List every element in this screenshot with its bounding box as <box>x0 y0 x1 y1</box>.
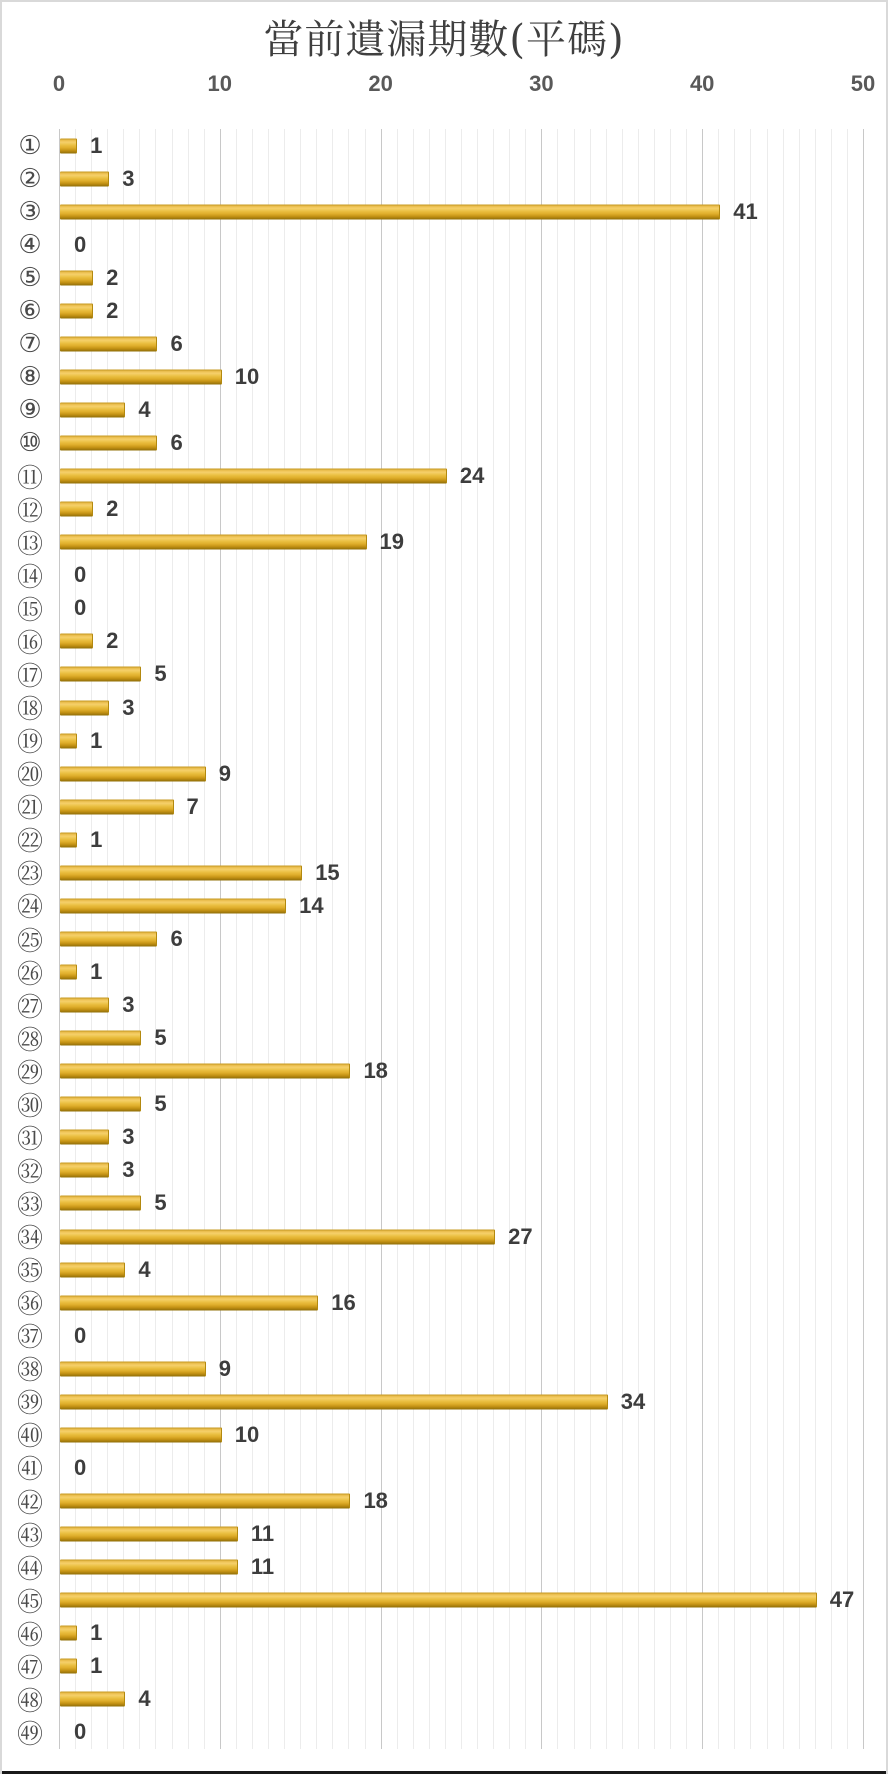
category-label: ⑧ <box>18 361 42 392</box>
chart-row <box>16 856 863 891</box>
chart-row <box>18 427 863 460</box>
value-label: 27 <box>508 1223 533 1249</box>
category-label: ⑳ <box>16 761 43 792</box>
chart-row <box>16 922 863 957</box>
bar <box>60 1163 109 1178</box>
category-label: ㉛ <box>16 1124 43 1155</box>
category-label: ㊻ <box>16 1620 43 1651</box>
bar <box>60 733 77 748</box>
category-label: ⑭ <box>16 562 43 593</box>
bar <box>60 667 141 682</box>
chart-row <box>16 724 863 759</box>
category-label: ㉟ <box>16 1257 43 1288</box>
value-label: 3 <box>122 992 135 1018</box>
value-label: 0 <box>74 231 87 257</box>
category-label: ⑮ <box>16 595 43 626</box>
category-label: ㉞ <box>16 1224 43 1255</box>
chart-row <box>16 823 863 858</box>
bar <box>60 1593 817 1608</box>
bar <box>60 898 286 913</box>
value-label: 10 <box>234 1421 260 1447</box>
value-label: 9 <box>218 1355 231 1381</box>
x-tick-label: 40 <box>689 71 715 96</box>
chart-row <box>18 162 863 195</box>
bar <box>60 1097 141 1112</box>
value-label: 47 <box>829 1587 855 1613</box>
category-label: ⑱ <box>16 695 43 726</box>
bar <box>60 535 367 550</box>
chart-row <box>16 1385 863 1420</box>
bar <box>60 303 93 318</box>
chart-row <box>16 956 863 990</box>
category-label: ㊴ <box>16 1389 43 1420</box>
value-label: 14 <box>299 892 324 918</box>
category-label: ⑲ <box>16 728 43 759</box>
chart-row <box>16 1485 863 1519</box>
bar <box>60 1361 206 1376</box>
value-label: 2 <box>106 628 119 654</box>
x-axis <box>52 68 876 100</box>
category-label: ㊾ <box>16 1719 43 1750</box>
chart-row <box>16 592 863 626</box>
value-label: 3 <box>122 694 135 720</box>
bar <box>60 766 206 781</box>
bar <box>60 931 157 946</box>
category-label: ㊶ <box>16 1455 43 1486</box>
chart-row <box>16 1518 863 1552</box>
category-label: ㊽ <box>16 1686 43 1717</box>
category-label: ⑫ <box>16 496 43 527</box>
value-label: 1 <box>90 132 103 158</box>
value-label: 4 <box>138 1686 151 1712</box>
category-label: ⑨ <box>18 395 42 425</box>
chart-row <box>16 493 863 527</box>
chart-row <box>16 889 863 924</box>
category-label: ㊸ <box>16 1521 43 1552</box>
bar <box>60 171 109 186</box>
value-label: 11 <box>250 1554 275 1580</box>
category-label: ㊼ <box>16 1653 43 1684</box>
chart-row <box>18 195 863 228</box>
x-tick-label: 30 <box>529 71 554 96</box>
bar <box>60 1692 125 1707</box>
value-label: 6 <box>170 430 183 456</box>
category-label: ① <box>18 130 42 161</box>
bar <box>60 1427 222 1442</box>
chart-row <box>16 1154 863 1188</box>
x-tick-label: 10 <box>207 71 233 96</box>
bar <box>60 1130 109 1145</box>
value-label: 3 <box>122 1157 135 1183</box>
bar <box>60 436 157 451</box>
category-label: ㉗ <box>16 992 43 1023</box>
bar <box>60 634 93 649</box>
chart-row <box>16 1716 863 1750</box>
bar <box>60 865 302 880</box>
category-label: ㉜ <box>16 1157 43 1188</box>
category-label: ㊷ <box>16 1488 43 1519</box>
value-label: 7 <box>186 793 199 819</box>
bar <box>60 403 125 418</box>
bar <box>60 1064 350 1079</box>
category-label: ② <box>18 163 42 194</box>
value-label: 2 <box>106 297 119 323</box>
bar <box>60 1527 238 1542</box>
value-label: 6 <box>170 330 183 356</box>
bar <box>60 469 447 484</box>
category-label: ㊹ <box>16 1554 43 1585</box>
bar <box>60 336 157 351</box>
chart-row <box>16 1319 863 1354</box>
value-label: 41 <box>733 198 758 224</box>
value-label: 2 <box>106 264 119 290</box>
chart-row <box>18 129 863 162</box>
category-label: ⑦ <box>18 328 42 359</box>
category-label: ㉚ <box>16 1091 43 1122</box>
bar <box>60 1229 495 1244</box>
value-label: 18 <box>363 1058 388 1084</box>
chart-row <box>18 327 863 360</box>
value-label: 4 <box>138 1256 151 1282</box>
value-label: 0 <box>74 595 87 621</box>
value-label: 3 <box>122 165 135 191</box>
chart-row <box>18 261 863 294</box>
chart-row <box>16 1220 863 1255</box>
category-label: ㉕ <box>16 926 43 957</box>
value-label: 0 <box>74 1454 87 1480</box>
bar <box>60 799 174 814</box>
chart-row <box>18 228 863 261</box>
category-label: ㉔ <box>16 893 43 924</box>
category-label: ⑩ <box>18 428 42 459</box>
bar <box>60 832 77 847</box>
category-label: ③ <box>18 196 42 227</box>
value-label: 16 <box>331 1289 356 1315</box>
bar <box>60 1262 125 1277</box>
bar <box>60 700 109 715</box>
bar <box>60 1626 77 1641</box>
bar <box>60 1031 141 1046</box>
value-label: 0 <box>74 1719 87 1745</box>
category-label: ㊱ <box>16 1290 43 1321</box>
chart-row <box>16 1418 863 1453</box>
category-label: ㉖ <box>16 959 43 990</box>
chart-row <box>16 989 863 1023</box>
chart-row <box>16 691 863 726</box>
bar <box>60 998 109 1013</box>
chart-row <box>16 790 863 825</box>
category-label: ㊳ <box>16 1356 43 1387</box>
value-label: 5 <box>154 1190 167 1216</box>
chart-row <box>16 1551 863 1585</box>
value-label: 15 <box>315 859 340 885</box>
chart-row <box>18 393 863 426</box>
value-label: 11 <box>250 1521 275 1547</box>
value-label: 0 <box>74 562 87 588</box>
value-label: 4 <box>138 397 151 422</box>
value-label: 1 <box>90 1653 103 1679</box>
value-label: 24 <box>459 463 485 489</box>
category-label: ㉑ <box>16 794 43 825</box>
bar <box>60 1659 77 1674</box>
bar <box>60 1295 318 1310</box>
category-label: ⑥ <box>18 295 42 326</box>
bar <box>60 1196 141 1211</box>
bar <box>60 1494 350 1509</box>
chart-row <box>16 1650 863 1684</box>
category-label: ㊺ <box>16 1587 43 1618</box>
value-label: 5 <box>154 661 167 687</box>
value-label: 1 <box>90 727 103 753</box>
chart-row <box>16 1617 863 1651</box>
bar <box>60 369 222 384</box>
category-label: ⑰ <box>16 662 43 692</box>
category-label: ㉝ <box>16 1190 43 1221</box>
x-tick-label: 20 <box>368 71 393 96</box>
value-label: 0 <box>74 1322 87 1348</box>
bar <box>60 1560 238 1575</box>
chart-row <box>16 1253 863 1288</box>
value-label: 19 <box>379 529 404 555</box>
chart-row <box>16 757 863 792</box>
chart-title: 當前遺漏期數(平碼) <box>263 17 625 63</box>
chart-row <box>16 1022 863 1056</box>
bar <box>60 502 93 517</box>
value-label: 34 <box>620 1388 646 1414</box>
category-label: ⑯ <box>16 628 43 659</box>
chart-row <box>16 1055 863 1089</box>
chart-row <box>16 1584 863 1618</box>
chart-row <box>16 625 863 659</box>
chart-row <box>16 1121 863 1155</box>
chart-row <box>16 559 863 593</box>
value-label: 5 <box>154 1091 167 1117</box>
value-label: 1 <box>90 826 103 852</box>
chart-row <box>16 460 863 494</box>
chart-row <box>16 1286 863 1321</box>
value-label: 3 <box>122 1124 135 1150</box>
value-label: 1 <box>90 959 103 985</box>
category-label: ㉓ <box>16 860 43 891</box>
chart-row <box>16 1187 863 1221</box>
chart-row <box>16 1352 863 1387</box>
category-label: ㉘ <box>16 1025 43 1056</box>
chart-row <box>18 360 863 393</box>
category-label: ⑬ <box>16 529 43 560</box>
value-label: 6 <box>170 925 183 951</box>
category-label: ㊲ <box>16 1323 43 1354</box>
category-label: ④ <box>18 229 42 260</box>
category-label: ⑪ <box>16 463 43 494</box>
bar <box>60 965 77 980</box>
x-tick-label: 50 <box>850 71 876 96</box>
value-label: 5 <box>154 1025 167 1051</box>
value-label: 10 <box>234 363 260 389</box>
category-label: ㉒ <box>16 827 43 858</box>
category-label: ⑤ <box>18 262 42 293</box>
x-tick-label: 0 <box>52 71 66 96</box>
value-label: 2 <box>106 496 119 522</box>
value-label: 9 <box>218 760 231 786</box>
bar <box>60 270 93 285</box>
chart-row <box>16 1088 863 1122</box>
chart-row <box>16 658 863 692</box>
bar <box>60 138 77 153</box>
bar <box>60 1394 608 1409</box>
plot-area <box>16 129 863 1750</box>
chart-row <box>18 294 863 327</box>
category-label: ㉙ <box>16 1058 43 1089</box>
value-label: 1 <box>90 1620 103 1646</box>
chart-row <box>16 1451 863 1486</box>
chart-row <box>16 526 863 560</box>
value-label: 18 <box>363 1488 388 1514</box>
chart-row <box>16 1683 863 1717</box>
category-label: ㊵ <box>16 1422 43 1453</box>
major-gridline <box>863 129 864 1749</box>
bar <box>60 204 720 219</box>
